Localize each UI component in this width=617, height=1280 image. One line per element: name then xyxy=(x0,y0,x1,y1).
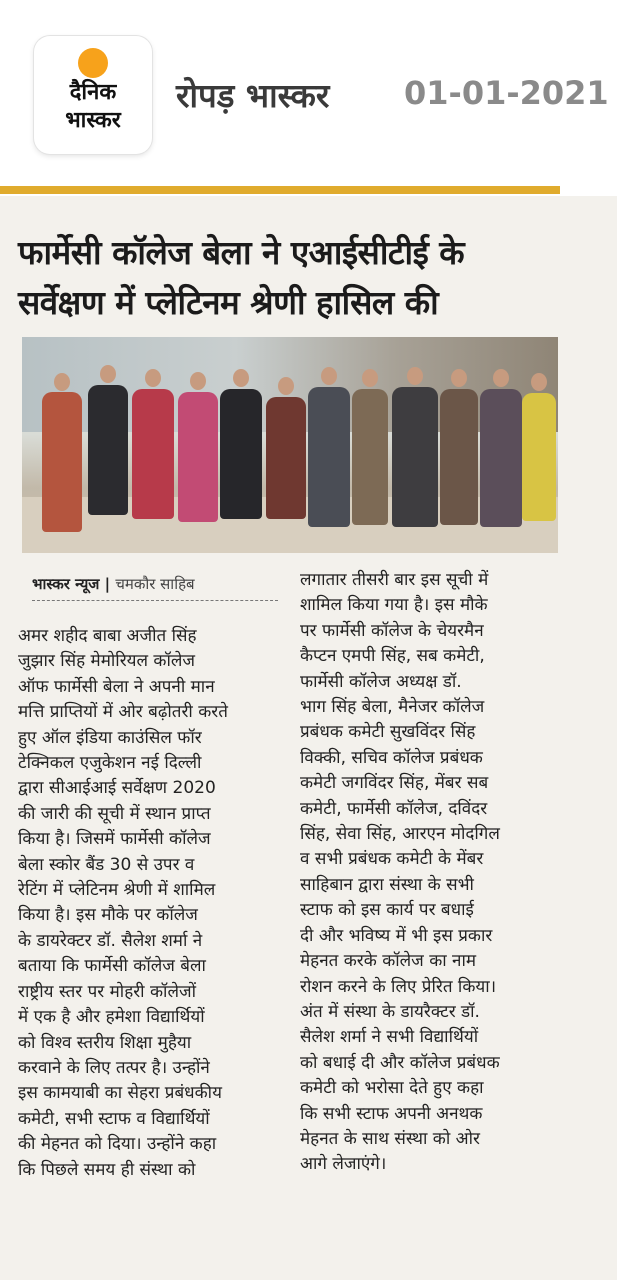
article-text-line: लगातार तीसरी बार इस सूची में xyxy=(300,570,489,590)
photo-person-head xyxy=(407,367,423,385)
photo-person xyxy=(352,389,388,525)
photo-person xyxy=(266,397,306,519)
article-text-line: रेटिंग में प्लेटिनम श्रेणी में शामिल xyxy=(18,880,216,901)
article-text-line: टेक्निकल एजुकेशन नई दिल्ली xyxy=(18,753,202,774)
photo-person xyxy=(178,392,218,522)
article-text-line: में एक है और हमेशा विद्यार्थियों xyxy=(18,1007,205,1028)
article-text-line: आगे लेजाएंगे। xyxy=(300,1154,387,1175)
article-text-line: किया है। जिसमें फार्मेसी कॉलेज xyxy=(18,829,211,850)
byline-source: भास्कर न्यूज xyxy=(32,575,100,593)
article-text-line: राष्ट्रीय स्तर पर मोहरी कॉलेजों xyxy=(18,981,196,1002)
article-text-line: की मेहनत को दिया। उन्होंने कहा xyxy=(18,1134,217,1155)
logo-text-line1: दैनिक xyxy=(69,80,117,105)
article-text-line: कमेटी जगविंदर सिंह, मेंबर सब xyxy=(300,773,489,794)
article-text-line: विक्की, सचिव कॉलेज प्रबंधक xyxy=(300,747,483,768)
article-text-line: रोशन करने के लिए प्रेरित किया। xyxy=(300,976,497,997)
edition-name: रोपड़ भास्कर xyxy=(176,76,330,115)
article-headline xyxy=(18,228,558,328)
article-text-line: कैप्टन एमपी सिंह, सब कमेटी, xyxy=(300,646,485,667)
byline-divider xyxy=(32,600,278,601)
headline-line: सर्वेक्षण में प्लेटिनम श्रेणी हासिल की xyxy=(18,283,439,322)
article-text-line: साहिबान द्वारा संस्था के सभी xyxy=(300,874,474,895)
article-text-line: सैलेश शर्मा ने सभी विद्यार्थियों xyxy=(300,1027,479,1048)
photo-person-head xyxy=(233,369,249,387)
article-text-line: कि सभी स्टाफ अपनी अनथक xyxy=(300,1103,483,1124)
article-text-line: बेला स्कोर बैंड 30 से उपर व xyxy=(18,854,195,875)
article-text-line: किया है। इस मौके पर कॉलेज xyxy=(18,905,198,926)
article-text-line: कमेटी को भरोसा देते हुए कहा xyxy=(300,1078,484,1099)
photo-person-head xyxy=(54,373,70,391)
article-text-line: अंत में संस्था के डायरैक्टर डॉ. xyxy=(300,1001,480,1022)
article-text-line: शामिल किया गया है। इस मौके xyxy=(300,595,488,616)
article-byline xyxy=(32,574,195,594)
photo-person xyxy=(42,392,82,532)
article-text-line: सिंह, सेवा सिंह, आरएन मोदगिल xyxy=(300,824,500,845)
article-column-left xyxy=(18,624,280,1183)
article-text-line: बताया कि फार्मेसी कॉलेज बेला xyxy=(18,956,206,977)
article-text-line: पर फार्मेसी कॉलेज के चेयरमैन xyxy=(300,620,484,641)
photo-person-head xyxy=(493,369,509,387)
article-text-line: कमेटी, फार्मेसी कॉलेज, दविंदर xyxy=(300,798,488,819)
logo-text-line2: भास्कर xyxy=(65,108,121,133)
photo-person xyxy=(480,389,522,527)
article-text-line: ऑफ फार्मेसी बेला ने अपनी मान xyxy=(18,676,215,697)
article-text-line: मत्ति प्राप्तियों में ओर बढ़ोतरी करते xyxy=(18,702,228,723)
photo-person-head xyxy=(531,373,547,391)
accent-divider xyxy=(0,186,560,194)
article-text-line: फार्मेसी कॉलेज अध्यक्ष डॉ. xyxy=(300,671,462,692)
photo-person xyxy=(392,387,438,527)
group-photo xyxy=(22,337,558,553)
byline-place: चमकौर साहिब xyxy=(115,575,195,593)
article-text-line: कि पिछले समय ही संस्था को xyxy=(18,1159,196,1180)
header-bar xyxy=(0,0,617,180)
article-text-line: अमर शहीद बाबा अजीत सिंह xyxy=(18,626,197,646)
edition-date: 01-01-2021 xyxy=(404,74,609,112)
photo-person xyxy=(308,387,350,527)
article-text-line: मेहनत करके कॉलेज का नाम xyxy=(300,951,477,972)
photo-person-head xyxy=(362,369,378,387)
photo-person-head xyxy=(145,369,161,387)
article-text-line: के डायरेक्टर डॉ. सैलेश शर्मा ने xyxy=(18,930,203,951)
photo-person-head xyxy=(321,367,337,385)
photo-person xyxy=(88,385,128,515)
article-text-line: हुए ऑल इंडिया काउंसिल फॉर xyxy=(18,727,202,748)
article-text-line: दी और भविष्य में भी इस प्रकार xyxy=(300,925,493,946)
article-text-line: स्टाफ को इस कार्य पर बधाई xyxy=(300,900,474,921)
article-text-line: को विश्व स्तरीय शिक्षा मुहैया xyxy=(18,1032,192,1053)
article-text-line: जुझार सिंह मेमोरियल कॉलेज xyxy=(18,651,196,672)
article-text-line: को बधाई दी और कॉलेज प्रबंधक xyxy=(300,1052,500,1073)
article-text-line: भाग सिंह बेला, मैनेजर कॉलेज xyxy=(300,697,485,718)
photo-person-head xyxy=(100,365,116,383)
sun-icon xyxy=(78,48,108,78)
photo-person xyxy=(522,393,556,521)
photo-person-head xyxy=(278,377,294,395)
article-text-line: द्वारा सीआईआई सर्वेक्षण 2020 xyxy=(18,778,216,799)
article-text-line: करवाने के लिए तत्पर है। उन्होंने xyxy=(18,1057,210,1078)
article-text-line: इस कामयाबी का सेहरा प्रबंधकीय xyxy=(18,1083,222,1104)
photo-person xyxy=(220,389,262,519)
article-text-line: व सभी प्रबंधक कमेटी के मेंबर xyxy=(300,849,484,870)
article-column-right xyxy=(300,568,562,1178)
photo-person-head xyxy=(190,372,206,390)
headline-line: फार्मेसी कॉलेज बेला ने एआईसीटीई के xyxy=(18,233,465,272)
newspaper-logo xyxy=(34,36,152,154)
article-text-line: की जारी की सूची में स्थान प्राप्त xyxy=(18,803,211,824)
photo-person-head xyxy=(451,369,467,387)
photo-person xyxy=(132,389,174,519)
article-text-line: कमेटी, सभी स्टाफ व विद्यार्थियों xyxy=(18,1108,210,1129)
byline-separator: | xyxy=(104,575,111,593)
photo-person xyxy=(440,389,478,525)
article-text-line: प्रबंधक कमेटी सुखविंदर सिंह xyxy=(300,722,476,743)
article-text-line: मेहनत के साथ संस्था को ओर xyxy=(300,1128,480,1149)
